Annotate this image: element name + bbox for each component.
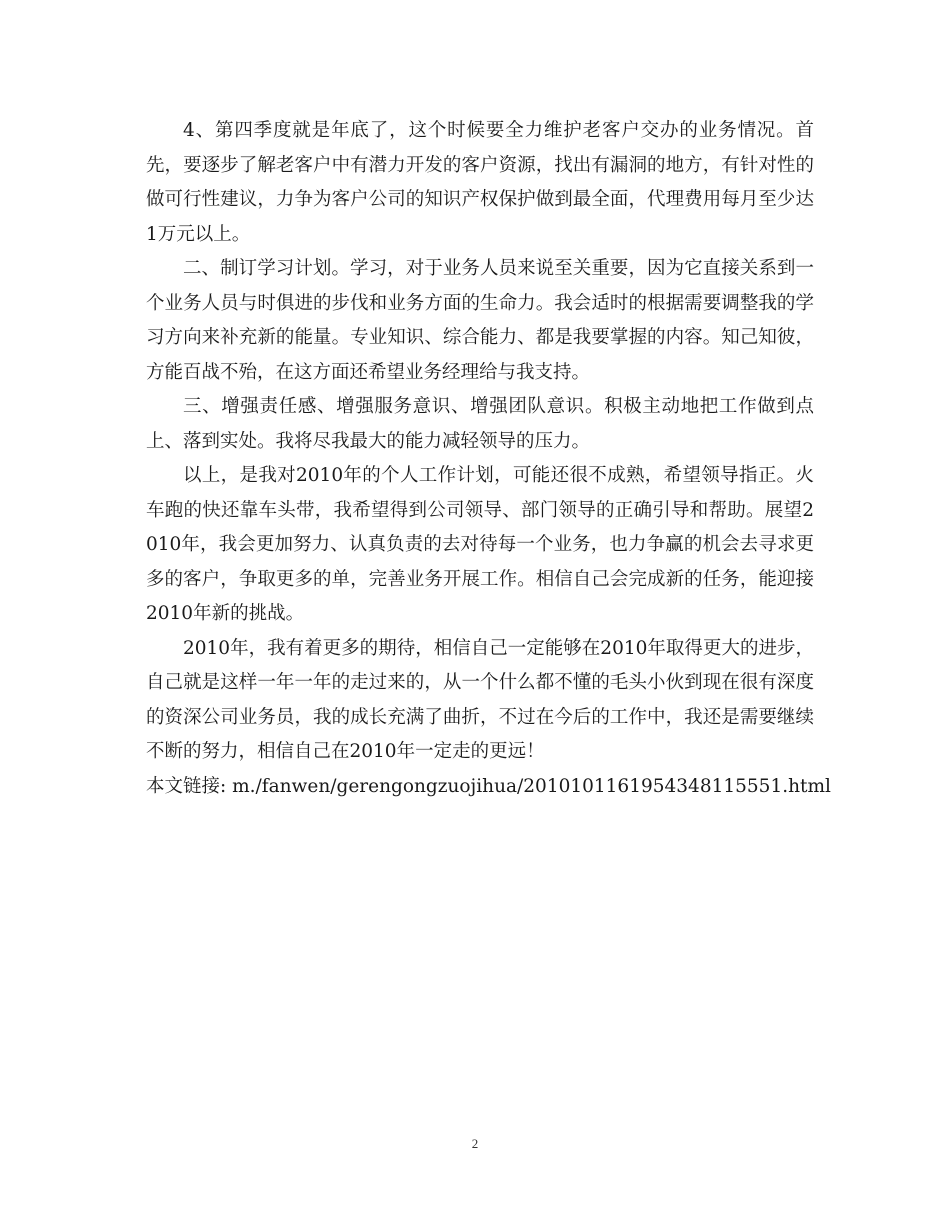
paragraph-q4-plan: 4、第四季度就是年底了，这个时候要全力维护老客户交办的业务情况。首先，要逐步了解老客户中有潜力开发的客户资源，找出有漏洞的地方，有针对性的做可行性建议，力争为客户公司的知识产权保护做到最全面，代理费用每月至少达1万元以上。 xyxy=(146,120,814,245)
article-link[interactable]: 本文链接: m./fanwen/gerengongzuojihua/2010101161954348115551.html xyxy=(146,775,831,797)
paragraph-responsibility: 三、增强责任感、增强服务意识、增强团队意识。积极主动地把工作做到点上、落到实处。我将尽我最大的能力减轻领导的压力。 xyxy=(146,396,814,452)
page-number: 2 xyxy=(471,1136,479,1151)
document-body xyxy=(146,114,831,804)
paragraph-outlook: 2010年，我有着更多的期待，相信自己一定能够在2010年取得更大的进步，自己就是这样一年一年的走过来的，从一个什么都不懂的毛头小伙到现在很有深度的资深公司业务员，我的成长充满了曲折，不过在今后的工作中，我还是需要继续不断的努力，相信自己在2010年一定走的更远！ xyxy=(146,637,814,762)
paragraph-study-plan: 二、制订学习计划。学习，对于业务人员来说至关重要，因为它直接关系到一个业务人员与时俱进的步伐和业务方面的生命力。我会适时的根据需要调整我的学习方向来补充新的能量。专业知识、综合能力、都是我要掌握的内容。知己知彼，方能百战不殆，在这方面还希望业务经理给与我支持。 xyxy=(146,258,814,383)
paragraph-summary: 以上，是我对2010年的个人工作计划，可能还很不成熟，希望领导指正。火车跑的快还靠车头带，我希望得到公司领导、部门领导的正确引导和帮助。展望2010年，我会更加努力、认真负责的去对待每一个业务，也力争赢的机会去寻求更多的客户，争取更多的单，完善业务开展工作。相信自己会完成新的任务，能迎接2010年新的挑战。 xyxy=(146,465,814,624)
